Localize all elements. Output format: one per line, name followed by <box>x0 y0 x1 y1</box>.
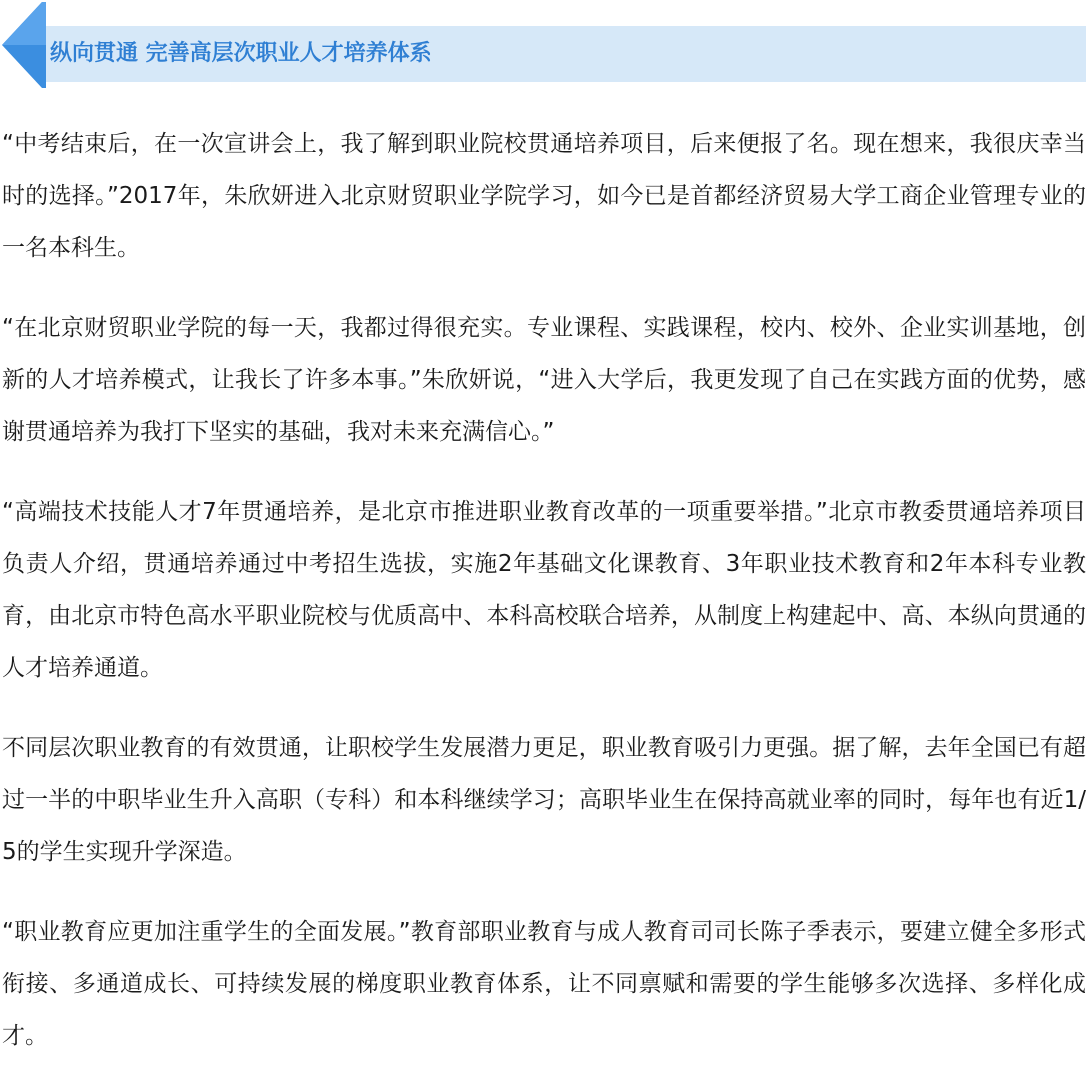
blue-arrow-marker-icon <box>0 0 48 90</box>
paragraph-5: “职业教育应更加注重学生的全面发展。”教育部职业教育与成人教育司司长陈子季表示，要建立健全多形式衔接、多通道成长、可持续发展的梯度职业教育体系，让不同禀赋和需要的学生能够多次选择、多样化成才。 <box>2 919 1086 1049</box>
paragraph-3: “高端技术技能人才7年贯通培养，是北京市推进职业教育改革的一项重要举措。”北京市教委贯通培养项目负责人介绍，贯通培养通过中考招生选拔，实施2年基础文化课教育、3年职业技术教育和2年本科专业教育，由北京市特色高水平职业院校与优质高中、本科高校联合培养，从制度上构建起中、高、本纵向贯通的人才培养通道。 <box>2 499 1086 681</box>
section-heading <box>0 0 1089 90</box>
section-title: 纵向贯通 完善高层次职业人才培养体系 <box>50 41 432 66</box>
article-body <box>2 118 1086 1090</box>
paragraph-4: 不同层次职业教育的有效贯通，让职校学生发展潜力更足，职业教育吸引力更强。据了解，去年全国已有超过一半的中职毕业生升入高职（专科）和本科继续学习；高职毕业生在保持高就业率的同时，每年也有近1/5的学生实现升学深造。 <box>2 735 1086 865</box>
paragraph-1: “中考结束后，在一次宣讲会上，我了解到职业院校贯通培养项目，后来便报了名。现在想来，我很庆幸当时的选择。”2017年，朱欣妍进入北京财贸职业学院学习，如今已是首都经济贸易大学工商企业管理专业的一名本科生。 <box>2 131 1086 261</box>
paragraph-2: “在北京财贸职业学院的每一天，我都过得很充实。专业课程、实践课程，校内、校外、企业实训基地，创新的人才培养模式，让我长了许多本事。”朱欣妍说，“进入大学后，我更发现了自己在实践方面的优势，感谢贯通培养为我打下坚实的基础，我对未来充满信心。” <box>2 315 1086 445</box>
